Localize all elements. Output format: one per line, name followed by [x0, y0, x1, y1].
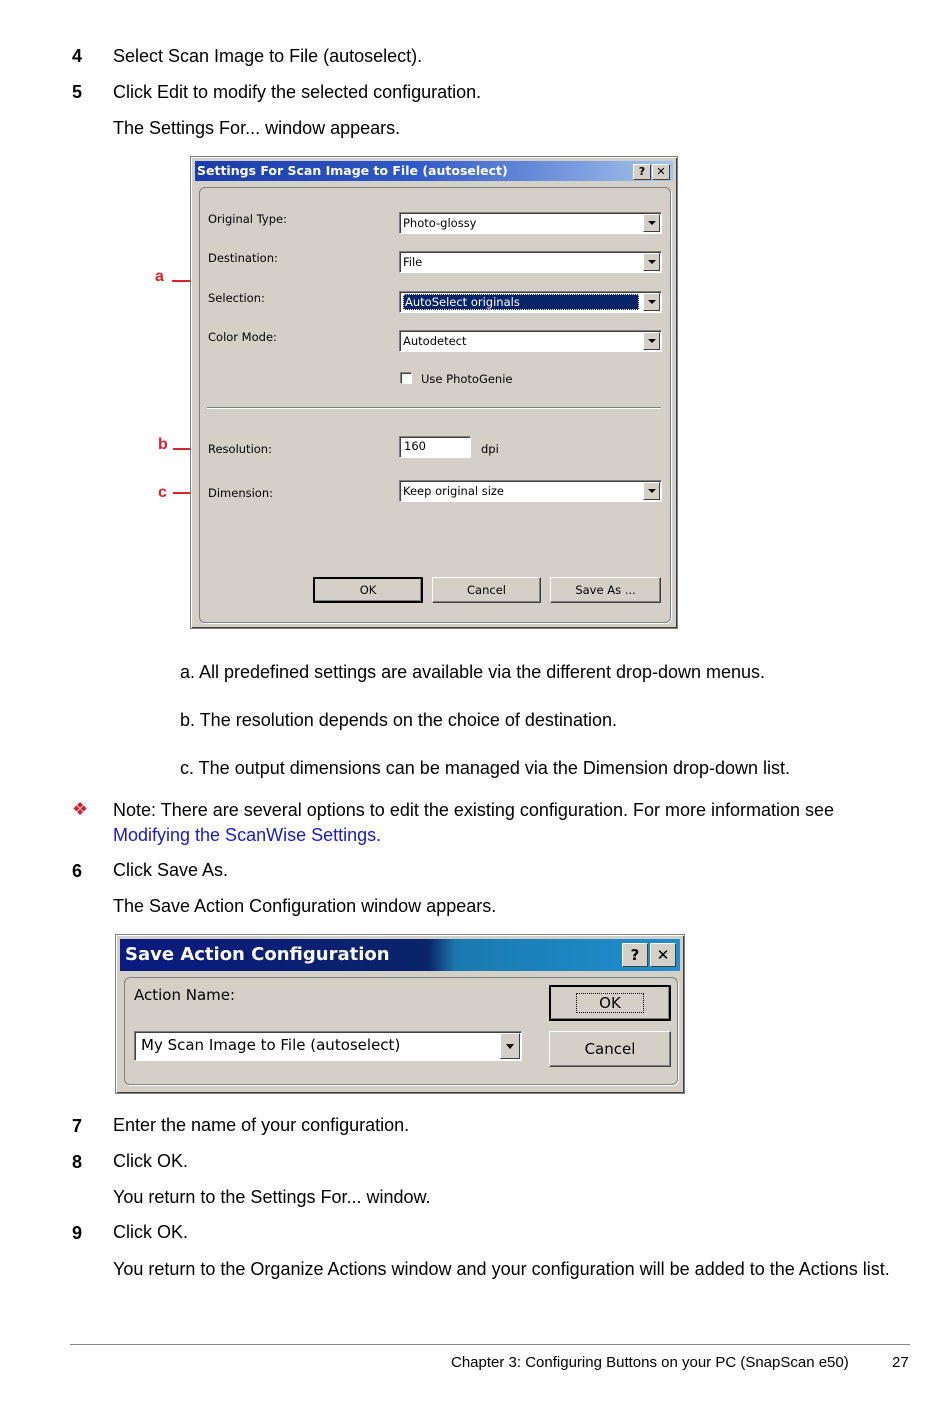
color-mode-label: Color Mode:: [208, 330, 277, 344]
help-icon[interactable]: ?: [633, 164, 651, 180]
action-name-label: Action Name:: [134, 986, 236, 1004]
step-number-8: 8: [72, 1152, 83, 1172]
save-as-button[interactable]: Save As ...: [550, 577, 661, 603]
selection-value: AutoSelect originals: [403, 294, 639, 310]
step-text-5: Click Edit to modify the selected configuration.: [113, 82, 482, 102]
color-mode-value: Autodetect: [403, 334, 467, 348]
step-number-4: 4: [72, 46, 83, 66]
footer-chapter: Chapter 3: Configuring Buttons on your PC (SnapScan e50): [451, 1354, 849, 1371]
ok-button[interactable]: [549, 985, 671, 1021]
dimension-label: Dimension:: [208, 486, 274, 500]
callout-b: b: [158, 436, 168, 453]
chevron-down-icon[interactable]: [643, 253, 660, 271]
chevron-down-icon[interactable]: [500, 1033, 520, 1059]
chevron-down-icon[interactable]: [643, 332, 660, 350]
destination-value: File: [403, 255, 423, 269]
ok-button[interactable]: OK: [313, 577, 423, 603]
resolution-label: Resolution:: [208, 442, 272, 456]
page-number: 27: [892, 1354, 909, 1371]
resolution-unit: dpi: [481, 442, 499, 456]
caption-a: a. All predefined settings are available via the different drop-down menus.: [180, 662, 766, 682]
caption-c: c. The output dimensions can be managed via the Dimension drop-down list.: [180, 758, 791, 778]
original-type-label: Original Type:: [208, 212, 287, 226]
dimension-select[interactable]: [399, 480, 662, 502]
chevron-down-icon[interactable]: [643, 214, 660, 232]
step-number-9: 9: [72, 1223, 83, 1243]
step-result-5: The Settings For... window appears.: [113, 118, 401, 138]
step-text-7: Enter the name of your configuration.: [113, 1115, 410, 1135]
cancel-button[interactable]: Cancel: [432, 577, 541, 603]
action-name-value: My Scan Image to File (autoselect): [141, 1036, 401, 1054]
step-text-6: Click Save As.: [113, 860, 229, 880]
step-result-6: The Save Action Configuration window appears.: [113, 896, 497, 916]
action-name-input[interactable]: [134, 1031, 522, 1061]
step-result-8: You return to the Settings For... window.: [113, 1187, 431, 1207]
color-mode-select[interactable]: [399, 330, 662, 352]
selection-select[interactable]: [399, 291, 662, 313]
save-action-dialog: [115, 934, 685, 1094]
original-type-value: Photo-glossy: [403, 216, 477, 230]
destination-select[interactable]: [399, 251, 662, 273]
callout-c: c: [158, 484, 167, 501]
settings-dialog: [190, 156, 678, 629]
original-type-select[interactable]: [399, 212, 662, 234]
step-text-9: Click OK.: [113, 1222, 189, 1242]
photogenie-label: Use PhotoGenie: [421, 372, 513, 386]
caption-b: b. The resolution depends on the choice of destination.: [180, 710, 617, 730]
help-icon[interactable]: ?: [622, 943, 648, 967]
save-dialog-titlebar: [120, 939, 680, 971]
step-number-5: 5: [72, 82, 83, 102]
step-result-9: You return to the Organize Actions window and your configuration will be added to the Actions list.: [113, 1259, 890, 1279]
close-icon[interactable]: ✕: [652, 164, 670, 180]
chevron-down-icon[interactable]: [643, 482, 660, 500]
ok-button-label: OK: [577, 994, 643, 1012]
divider: [207, 407, 661, 409]
step-text-4: Select Scan Image to File (autoselect).: [113, 46, 423, 66]
step-number-6: 6: [72, 861, 83, 881]
note-text: Note: There are several options to edit the existing configuration. For more information see: [113, 800, 835, 820]
destination-label: Destination:: [208, 251, 278, 265]
chevron-down-icon[interactable]: [643, 293, 660, 311]
settings-dialog-titlebar: [195, 161, 673, 181]
step-number-7: 7: [72, 1116, 83, 1136]
footer-divider: [70, 1344, 910, 1345]
dimension-value: Keep original size: [403, 484, 505, 498]
resolution-input[interactable]: 160: [399, 436, 471, 458]
step-text-8: Click OK.: [113, 1151, 189, 1171]
selection-label: Selection:: [208, 291, 265, 305]
close-icon[interactable]: ✕: [650, 943, 676, 967]
note-link[interactable]: Modifying the ScanWise Settings.: [113, 825, 382, 845]
note-icon: ❖: [72, 799, 89, 819]
save-dialog-title: Save Action Configuration: [125, 944, 390, 965]
callout-a: a: [155, 268, 164, 285]
photogenie-checkbox[interactable]: [400, 372, 412, 384]
settings-dialog-title: Settings For Scan Image to File (autoselect): [197, 163, 508, 178]
cancel-button[interactable]: Cancel: [549, 1031, 671, 1067]
